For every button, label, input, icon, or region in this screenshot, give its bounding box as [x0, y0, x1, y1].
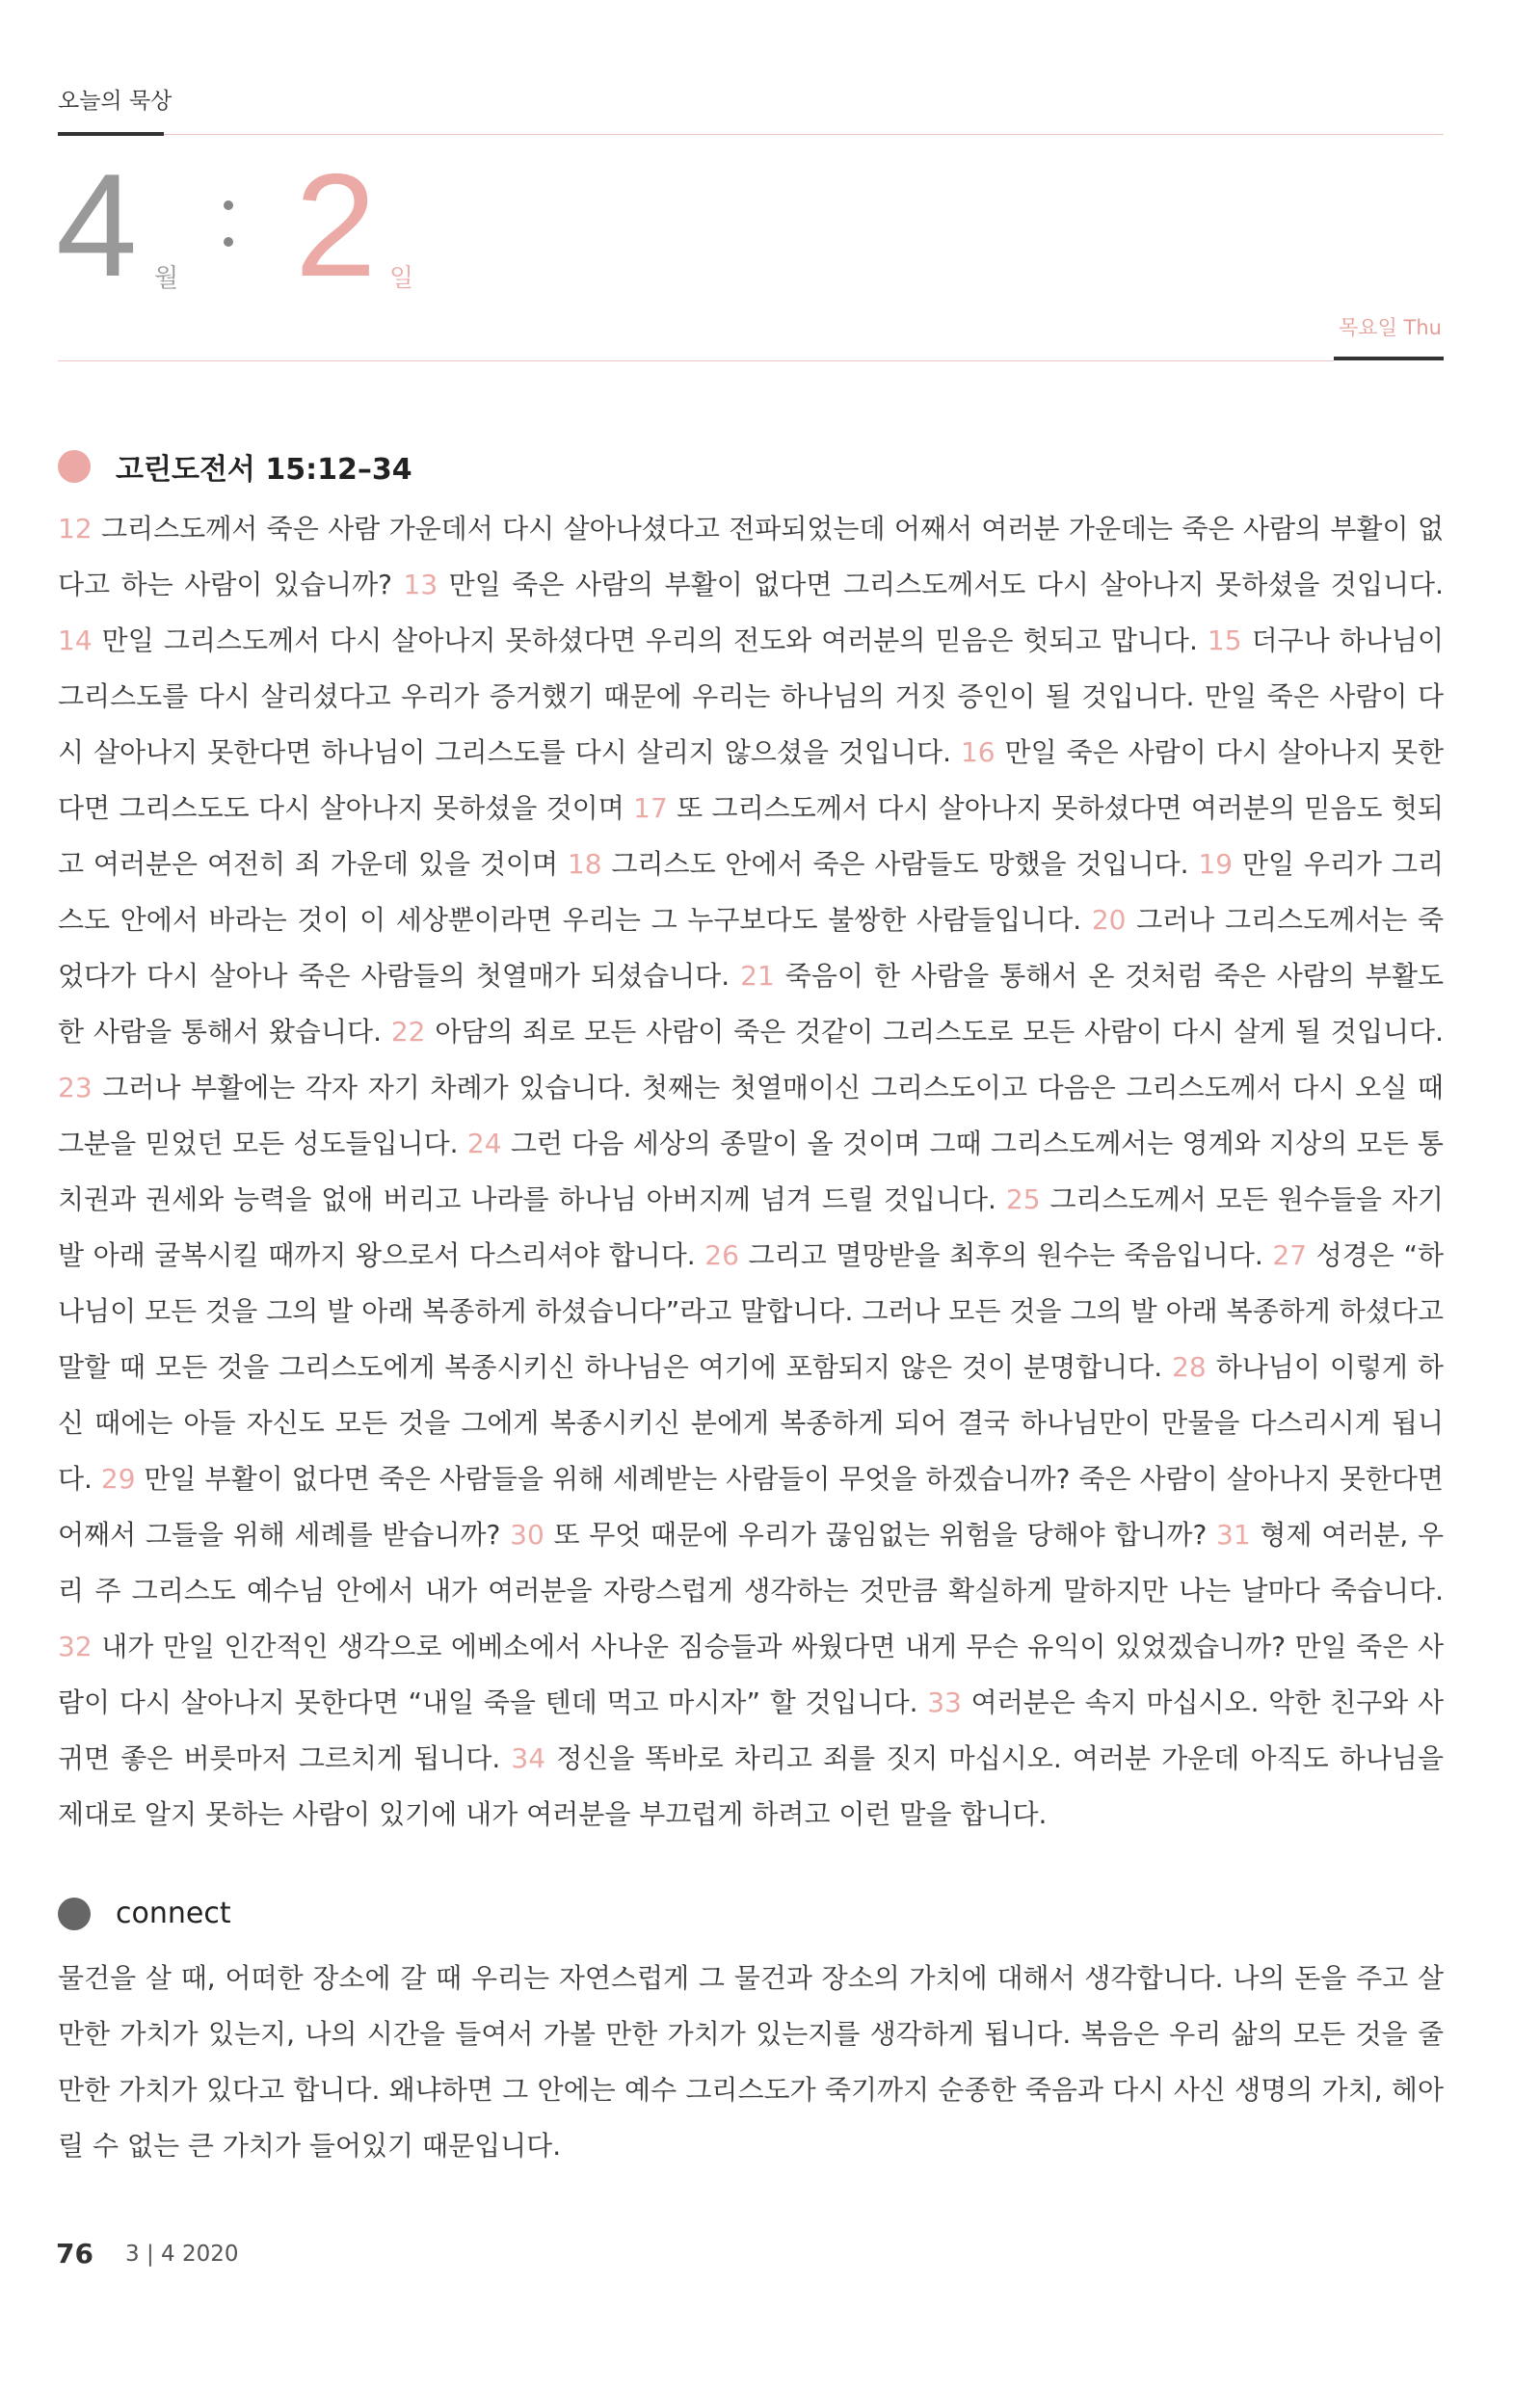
- bullet-dot-icon: [58, 1898, 91, 1930]
- verse-text: 만일 그리스도께서 다시 살아나지 못하셨다면 우리의 전도와 여러분의 믿음은 헛되고 맙니다.: [92, 624, 1208, 656]
- section-label: 오늘의 묵상: [58, 89, 173, 114]
- verse-text: 그리스도께서 죽은 사람 가운데서 다시 살아나셨다고 전파되었는데 어째서 여러분 가운데는 죽은 사람의 부활이 없다고 하는 사람이 있습니까?: [58, 513, 1444, 600]
- weekday-label: 목요일 Thu: [1339, 316, 1442, 339]
- verse-text: 만일 죽은 사람의 부활이 없다면 그리스도께서도 다시 살아나지 못하셨을 것입니다.: [438, 569, 1444, 600]
- verse-number: 19: [1198, 848, 1234, 880]
- verse-text: 그리스도 안에서 죽은 사람들도 망했을 것입니다.: [601, 848, 1199, 880]
- verse-number: 34: [511, 1742, 546, 1774]
- verse-number: 21: [740, 960, 775, 992]
- verse-text: 그리스도께서 모든 원수들을 자기 발 아래 굴복시킬 때까지 왕으로서 다스리셔야 합니다.: [58, 1183, 1444, 1271]
- header-divider: [164, 134, 1444, 135]
- colon-dot: [224, 237, 233, 247]
- verse-number: 20: [1091, 904, 1127, 936]
- verse-number: 14: [58, 624, 93, 656]
- connect-heading: [58, 1897, 231, 1930]
- verse-text: 만일 우리가 그리스도 안에서 바라는 것이 이 세상뿐이라면 우리는 그 누구보다도 불쌍한 사람들입니다.: [58, 848, 1445, 936]
- date-colon: [224, 200, 233, 274]
- verse-text: 정신을 똑바로 차리고 죄를 짓지 마십시오. 여러분 가운데 아직도 하나님을 제대로 알지 못하는 사람이 있기에 내가 여러분을 부끄럽게 하려고 이런 말을 합니다.: [58, 1742, 1444, 1830]
- verse-number: 28: [1172, 1351, 1207, 1383]
- scripture-heading: [58, 445, 412, 488]
- colon-dot: [224, 200, 233, 210]
- verse-text: 그런 다음 세상의 종말이 올 것이며 그때 그리스도께서는 영계와 지상의 모든 통치권과 권세와 능력을 없애 버리고 나라를 하나님 아버지께 넘겨 드릴 것입니다.: [58, 1128, 1444, 1215]
- verse-number: 33: [927, 1686, 962, 1718]
- connect-paragraph: 물건을 살 때, 어떠한 장소에 갈 때 우리는 자연스럽게 그 물건과 장소의 가치에 대해서 생각합니다. 나의 돈을 주고 살만한 가치가 있는지, 나의 시간을 들여서 가볼 만한 가치가 있는지를 생각하게 됩니다. 복음은 우리 삶의 모든 것을 줄 만한 가치가 있다고 합니다. 왜냐하면 그 안에는 예수 그리스도가 죽기까지 순종한 죽음과 다시 사신 생명의 가치, 헤아릴 수 없는 큰 가치가 들어있기 때문입니다.: [58, 1962, 1444, 2162]
- verse-number: 24: [466, 1128, 502, 1159]
- issue-label: 3 | 4 2020: [125, 2242, 239, 2267]
- verse-text: 그러나 부활에는 각자 자기 차례가 있습니다. 첫째는 첫열매이신 그리스도이고 다음은 그리스도께서 다시 오실 때 그분을 믿었던 모든 성도들입니다.: [58, 1072, 1444, 1159]
- weekday-underline: [1334, 357, 1444, 360]
- verse-number: 16: [960, 736, 996, 768]
- verse-text: 성경은 “하나님이 모든 것을 그의 발 아래 복종하게 하셨습니다”라고 말합니다. 그러나 모든 것을 그의 발 아래 복종하게 하셨다고 말할 때 모든 것을 그리스도에게 복종시키신 하나님은 여기에 포함되지 않은 것이 분명합니다.: [58, 1239, 1444, 1383]
- verse-text: 또 무엇 때문에 우리가 끊임없는 위험을 당해야 합니까?: [544, 1519, 1217, 1551]
- month-unit: 월: [154, 264, 179, 293]
- verse-number: 27: [1272, 1239, 1308, 1271]
- verse-number: 25: [1005, 1183, 1041, 1215]
- verse-number: 22: [390, 1016, 426, 1048]
- month-number: 4: [56, 144, 138, 307]
- verse-text: 더구나 하나님이 그리스도를 다시 살리셨다고 우리가 증거했기 때문에 우리는 하나님의 거짓 증인이 될 것입니다. 만일 죽은 사람이 다시 살아나지 못한다면 하나님이 그리스도를 다시 살리지 않으셨을 것입니다.: [58, 624, 1444, 768]
- verse-number: 12: [58, 513, 93, 544]
- page-number: 76: [56, 2238, 93, 2270]
- verse-number: 31: [1216, 1519, 1251, 1551]
- verse-number: 29: [100, 1463, 136, 1495]
- day-number: 2: [295, 144, 377, 307]
- verse-text: 또 그리스도께서 다시 살아나지 못하셨다면 여러분의 믿음도 헛되고 여러분은 여전히 죄 가운데 있을 것이며: [58, 792, 1444, 880]
- verse-text: 하나님이 이렇게 하신 때에는 아들 자신도 모든 것을 그에게 복종시키신 분에게 복종하게 되어 결국 하나님만이 만물을 다스리시게 됩니다.: [58, 1351, 1444, 1495]
- verse-text: 아담의 죄로 모든 사람이 죽은 것같이 그리스도로 모든 사람이 다시 살게 될 것입니다.: [425, 1016, 1445, 1048]
- verse-number: 17: [633, 792, 668, 824]
- verse-number: 30: [510, 1519, 544, 1551]
- verse-number: 13: [403, 569, 438, 600]
- verse-number: 15: [1207, 624, 1242, 656]
- bullet-dot-icon: [58, 450, 91, 483]
- connect-title: connect: [116, 1897, 231, 1930]
- verse-text: 여러분은 속지 마십시오. 악한 친구와 사귀면 좋은 버릇마저 그르치게 됩니다.: [58, 1686, 1444, 1774]
- verse-number: 26: [704, 1239, 739, 1271]
- verse-text: 죽음이 한 사람을 통해서 온 것처럼 죽은 사람의 부활도 한 사람을 통해서 왔습니다.: [58, 960, 1444, 1048]
- verse-text: 내가 만일 인간적인 생각으로 에베소에서 사나운 짐승들과 싸웠다면 내게 무슨 유익이 있었겠습니까? 만일 죽은 사람이 다시 살아나지 못한다면 “내일 죽을 텐데 먹고 마시자” 할 것입니다.: [58, 1631, 1444, 1718]
- verse-text: 그러나 그리스도께서는 죽었다가 다시 살아나 죽은 사람들의 첫열매가 되셨습니다.: [58, 904, 1444, 992]
- verse-text: 형제 여러분, 우리 주 그리스도 예수님 안에서 내가 여러분을 자랑스럽게 생각하는 것만큼 확실하게 말하지만 나는 날마다 죽습니다.: [58, 1519, 1444, 1607]
- scripture-reference: 고린도전서 15:12–34: [116, 453, 412, 487]
- verse-text: 만일 부활이 없다면 죽은 사람들을 위해 세례받는 사람들이 무엇을 하겠습니까? 죽은 사람이 살아나지 못한다면 어째서 그들을 위해 세례를 받습니까?: [58, 1463, 1444, 1551]
- date-divider: [58, 360, 1334, 361]
- verse-number: 18: [567, 848, 602, 880]
- verse-text: 그리고 멸망받을 최후의 원수는 죽음입니다.: [738, 1239, 1273, 1271]
- day-unit: 일: [389, 264, 414, 293]
- verse-text: 만일 죽은 사람이 다시 살아나지 못한다면 그리스도도 다시 살아나지 못하셨을 것이며: [58, 736, 1444, 824]
- verse-number: 23: [58, 1072, 93, 1103]
- scripture-text: [58, 501, 1444, 1843]
- section-label-underline: [58, 132, 164, 136]
- verse-number: 32: [58, 1631, 93, 1662]
